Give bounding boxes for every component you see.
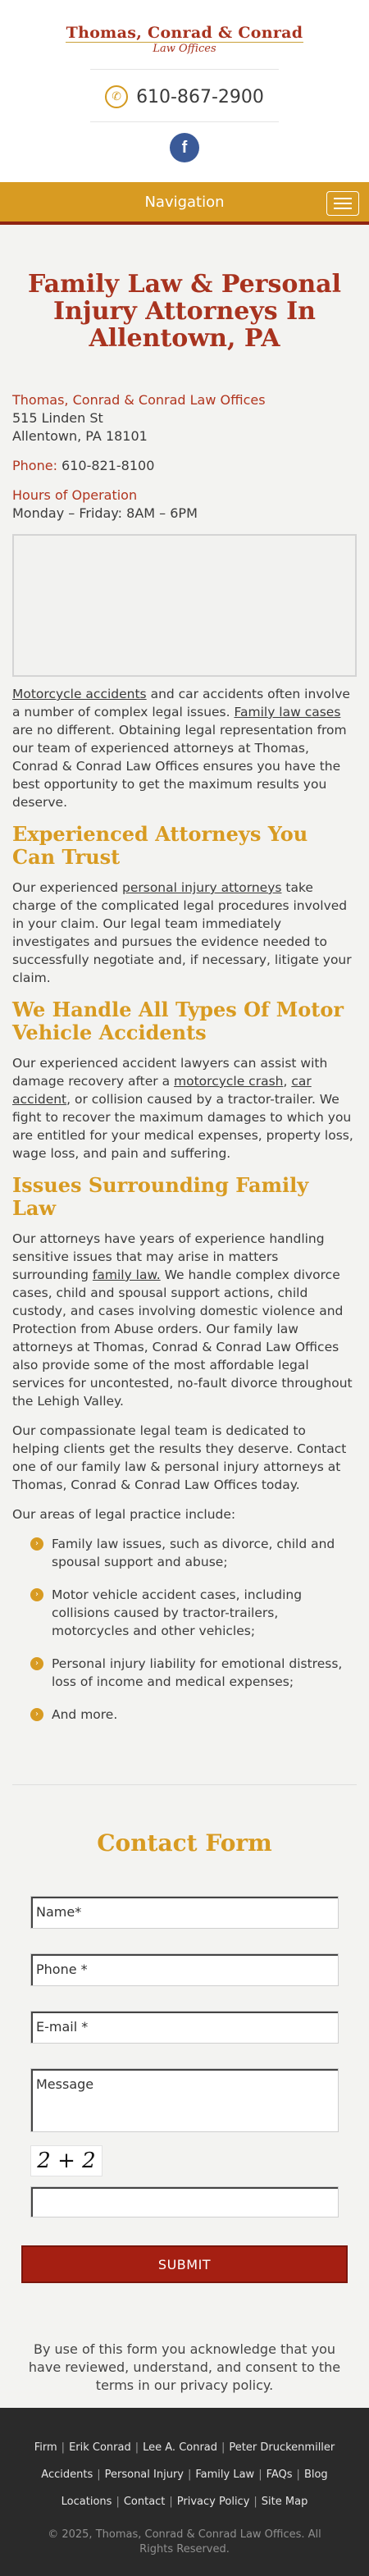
contact-form-title: Contact Form [97,1829,272,1857]
office-name: Thomas, Conrad & Conrad Law Offices [12,392,266,408]
areas-intro: Our areas of legal practice include: [12,1507,236,1522]
footer-link-lee-conrad[interactable]: Lee A. Conrad [143,2441,218,2454]
family-law-cases-link[interactable]: Family law cases [234,705,341,719]
experienced-paragraph: Our experienced personal injury attorneys take charge of the complicated legal procedures involved in your claim. Our legal team immediately investigates and pursues the evidence needed to successfully negotiate and, if necessary, litigate your claim. [12,880,352,985]
office-phone[interactable]: 610-821-8100 [61,458,155,473]
footer-link-peter-druckenmiller[interactable]: Peter Druckenmiller [229,2441,335,2454]
footer-link-locations[interactable]: Locations [61,2496,112,2508]
phone-input[interactable]: Phone * [30,1953,339,1986]
personal-injury-attorneys-link[interactable]: personal injury attorneys [122,880,282,895]
office-street: 515 Linden St [12,410,103,426]
facebook-icon[interactable]: f [170,133,199,162]
heading-experienced: Experienced Attorneys You Can Trust [12,822,308,869]
header-phone[interactable] [0,85,369,108]
footer-link-blog[interactable]: Blog [303,2469,328,2481]
consent-text: By use of this form you acknowledge that you have reviewed, understand, and consent to the terms in our privacy policy. [28,2341,341,2393]
chevron-right-icon: › [30,1708,43,1721]
car-accident-link[interactable]: car accident [12,1074,312,1107]
chevron-right-icon: › [30,1657,43,1670]
chevron-right-icon: › [30,1537,43,1551]
family-law-link[interactable]: family law. [92,1267,161,1282]
footer-link-accidents[interactable]: Accidents [41,2469,93,2481]
footer-link-site-map[interactable]: Site Map [261,2496,308,2508]
hours-value: Monday – Friday: 8AM – 6PM [12,505,198,521]
footer-row-2: Accidents | Personal Injury | Family Law | FAQs | Blog [41,2469,328,2481]
list-item: › And more. [12,1706,357,1724]
office-phone-label: Phone: [12,458,57,473]
phone-icon: ✆ [105,85,128,108]
footer-link-erik-conrad[interactable]: Erik Conrad [69,2441,131,2454]
captcha-image: 2 + 2 [30,2145,102,2176]
email-input[interactable]: E-mail * [30,2011,339,2044]
footer-link-contact[interactable]: Contact [123,2496,166,2508]
motorcycle-accidents-link[interactable]: Motorcycle accidents [12,687,147,701]
captcha-input[interactable] [30,2186,339,2217]
heading-family-law: Issues Surrounding Family Law [12,1173,309,1220]
copyright: © 2025, Thomas, Conrad & Conrad Law Offices. All Rights Reserved. [48,2528,321,2555]
heading-motor-vehicle: We Handle All Types Of Motor Vehicle Accidents [12,998,344,1044]
footer-row-1: Firm | Erik Conrad | Lee A. Conrad | Peter Druckenmiller [34,2441,335,2454]
article [0,685,369,1724]
chevron-right-icon: › [30,1588,43,1601]
motorcycle-crash-link[interactable]: motorcycle crash [174,1074,284,1089]
logo-subtitle[interactable]: Law Offices [0,43,369,55]
footer-link-personal-injury[interactable]: Personal Injury [104,2469,184,2481]
footer-link-firm[interactable]: Firm [34,2441,57,2454]
office-info [12,391,357,523]
header-divider [90,69,279,70]
contact-form [0,1896,369,2217]
list-item: › Family law issues, such as divorce, child and spousal support and abuse; [12,1535,357,1571]
page-title: Family Law & Personal Injury Attorneys In Allentown, PA [27,270,342,353]
header-divider [90,121,279,122]
submit-button[interactable]: SUBMIT [21,2245,348,2283]
navbar [0,182,369,225]
main-content [0,271,369,523]
logo-title[interactable]: Thomas, Conrad & Conrad [66,24,303,42]
footer-link-privacy-policy[interactable]: Privacy Policy [176,2496,250,2508]
office-city: Allentown, PA 18101 [12,428,148,444]
nav-label[interactable]: Navigation [144,194,225,211]
footer-row-3: Locations | Contact | Privacy Policy | Site Map [61,2496,308,2508]
hours-label: Hours of Operation [12,487,138,503]
hamburger-icon[interactable] [326,191,359,216]
motor-paragraph: Our experienced accident lawyers can assist with damage recovery after a motorcycle crash, car accident, or collision caused by a tractor-trailer. We fight to recover the maximum damages to which you are entitled for your medical expenses, property loss, wage loss, and pain and suffering. [12,1056,353,1161]
footer-link-family-law[interactable]: Family Law [195,2469,255,2481]
name-input[interactable]: Name* [30,1896,339,1929]
site-footer [0,2408,369,2576]
intro-paragraph: Motorcycle accidents and car accidents often involve a number of complex legal issues. Family law cases are no different. Obtaining legal representation from our team of experienced attorneys at Thomas, Conrad & Conrad Law Offices ensures you have the best opportunity to get the maximum results you deserve. [12,687,350,810]
site-header [0,0,369,182]
list-item: › Personal injury liability for emotional distress, loss of income and medical expenses; [12,1655,357,1691]
practice-areas-list [12,1535,357,1724]
family-paragraph-1: Our attorneys have years of experience handling sensitive issues that may arise in matters surrounding family law. We handle complex divorce cases, child and spousal support actions, child custody, and cases involving domestic violence and Protection from Abuse orders. Our family law attorneys at Thomas, Conrad & Conrad Law Offices also provide some of the most affordable legal services for uncontested, no-fault divorce throughout the Lehigh Valley. [12,1231,353,1409]
map-embed[interactable] [12,534,357,677]
message-textarea[interactable]: Message [30,2068,339,2132]
section-divider [12,1784,357,1785]
list-item: › Motor vehicle accident cases, including collisions caused by tractor-trailers, motorcycles and other vehicles; [12,1586,357,1640]
captcha-row [30,2145,339,2176]
footer-link-faqs[interactable]: FAQs [266,2469,293,2481]
header-phone-number[interactable]: 610-867-2900 [136,86,264,107]
family-paragraph-2: Our compassionate legal team is dedicated to helping clients get the results they deserve. Contact one of our family law & personal injury attorneys at Thomas, Conrad & Conrad Law Offices today. [12,1423,347,1492]
